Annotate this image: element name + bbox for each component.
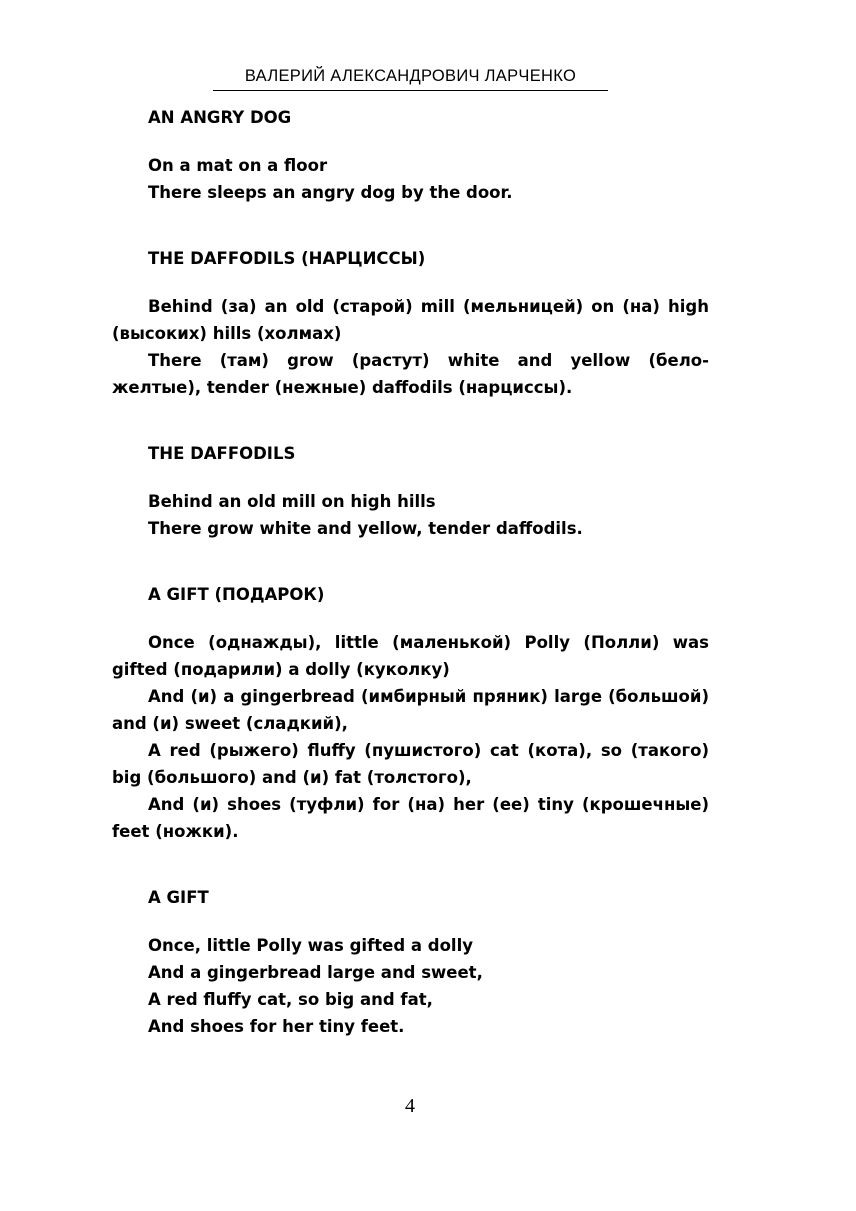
page-content [112,104,709,1040]
poem-line: Behind an old mill on high hills [148,492,436,511]
poem-line: Once, little Polly was gifted a dolly [148,936,473,955]
poem-paragraph: Behind (за) an old (старой) mill (мельницей) on (на) high (высоких) hills (холмах) [112,297,709,343]
section-title: THE DAFFODILS (НАРЦИССЫ) [148,249,426,268]
poem-line: And a gingerbread large and sweet, [148,963,483,982]
poem-paragraphs [112,629,709,845]
poem-the-daffodils [112,440,709,542]
poem-paragraph: And (и) a gingerbread (имбирный пряник) large (большой) and (и) sweet (сладкий), [112,687,709,733]
poem-a-gift-bilingual [112,581,709,845]
section-title: A GIFT (ПОДАРОК) [148,585,325,604]
poem-lines [112,488,709,542]
poem-line: A red fluffy cat, so big and fat, [148,990,433,1009]
section-title: A GIFT [148,888,209,907]
section-spacer [112,206,709,245]
poem-lines [112,152,709,206]
page-number: 4 [405,1095,415,1117]
running-header-author: ВАЛЕРИЙ АЛЕКСАНДРОВИЧ ЛАРЧЕНКО [213,65,608,91]
poem-an-angry-dog [112,104,709,206]
poem-the-daffodils-bilingual [112,245,709,401]
poem-paragraph: A red (рыжего) fluffy (пушистого) cat (кота), so (такого) big (большого) and (и) fat (толстого), [112,741,709,787]
section-title: THE DAFFODILS [148,444,296,463]
section-spacer [112,845,709,884]
poem-paragraphs [112,293,709,401]
poem-paragraph: There (там) grow (растут) white and yellow (бело-желтые), tender (нежные) daffodils (нарциссы). [112,351,709,397]
section-spacer [112,542,709,581]
poem-paragraph: Once (однажды), little (маленькой) Polly (Полли) was gifted (подарили) a dolly (куколку) [112,633,709,679]
section-spacer [112,401,709,440]
poem-line: There grow white and yellow, tender daffodils. [148,519,583,538]
poem-a-gift [112,884,709,1040]
poem-paragraph: And (и) shoes (туфли) for (на) her (ее) tiny (крошечные) feet (ножки). [112,795,709,841]
section-title: AN ANGRY DOG [148,108,292,127]
poem-line: On a mat on a floor [148,156,328,175]
poem-line: There sleeps an angry dog by the door. [148,183,513,202]
poem-line: And shoes for her tiny feet. [148,1017,405,1036]
poem-lines [112,932,709,1040]
